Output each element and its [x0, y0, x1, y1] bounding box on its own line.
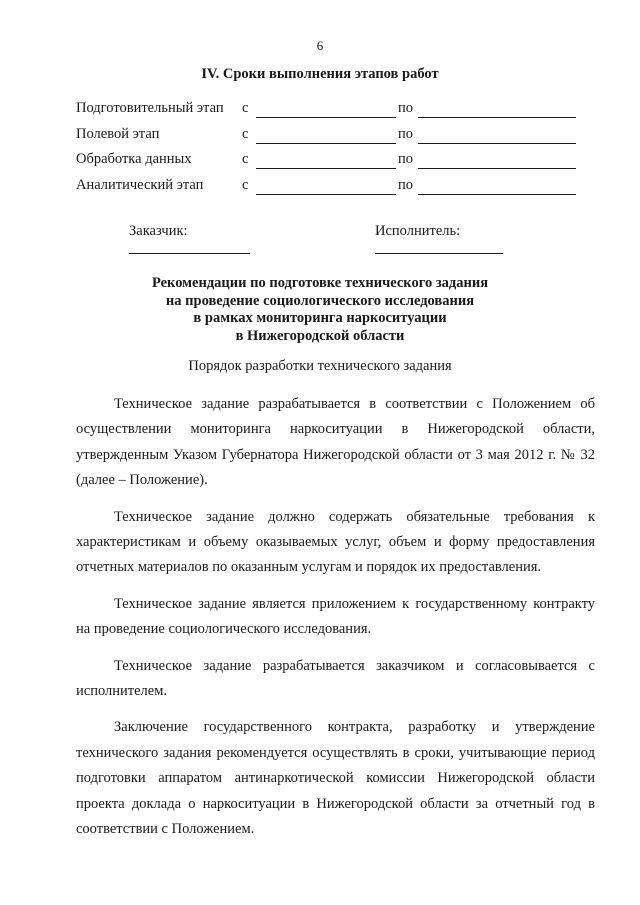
to-label: по	[398, 100, 414, 116]
stage-row-field	[76, 126, 586, 146]
subheading: Порядок разработки технического задания	[188, 358, 452, 374]
stage-row-preparatory	[76, 100, 586, 120]
customer-signature-line[interactable]	[129, 253, 250, 254]
paragraph: Заключение государственного контракта, разработку и утверждение технического задания рекомендуется осуществлять в сроки, учитывающие период подготовки аппаратом антинаркотической комиссии Нижегородской области проекта доклада о наркоситуации в Нижегородской области за отчетный год в соответствии с Положением.	[76, 719, 595, 838]
title-line: Рекомендации по подготовке технического задания	[151, 275, 489, 291]
executor-signature-line[interactable]	[375, 253, 503, 254]
to-label: по	[398, 126, 414, 142]
end-date-field[interactable]	[418, 117, 576, 118]
title-line: в Нижегородской области	[235, 327, 405, 344]
page-number: 6	[316, 38, 324, 53]
start-date-field[interactable]	[256, 194, 396, 195]
to-label: по	[398, 151, 414, 167]
stage-label: Обработка данных	[76, 151, 192, 167]
from-label: с	[242, 177, 249, 193]
end-date-field[interactable]	[418, 168, 576, 169]
from-label: с	[242, 100, 249, 116]
start-date-field[interactable]	[256, 143, 396, 144]
title-line: в рамках мониторинга наркоситуации	[193, 310, 447, 326]
paragraph: Техническое задание является приложением к государственному контракту на проведение социологического исследования.	[76, 595, 595, 638]
from-label: с	[242, 126, 249, 142]
from-label: с	[242, 151, 249, 167]
body-text	[76, 392, 595, 854]
end-date-field[interactable]	[418, 194, 576, 195]
stage-label: Аналитический этап	[76, 177, 204, 193]
paragraph: Техническое задание должно содержать обязательные требования к характеристикам и объему оказываемых услуг, объем и форму предоставления отчетных материалов по оказанным услугам и порядок их предоставления.	[76, 508, 595, 576]
stage-row-analytical	[76, 177, 586, 197]
paragraph: Техническое задание разрабатывается заказчиком и согласовывается с исполнителем.	[76, 657, 595, 700]
to-label: по	[398, 177, 414, 193]
recommendations-title	[0, 275, 640, 345]
executor-label: Исполнитель:	[375, 223, 461, 239]
start-date-field[interactable]	[256, 117, 396, 118]
title-line: на проведение социологического исследования	[165, 292, 475, 309]
stage-label: Полевой этап	[76, 126, 160, 142]
stage-row-processing	[76, 151, 586, 171]
stage-label: Подготовительный этап	[76, 100, 224, 116]
section-title: IV. Сроки выполнения этапов работ	[201, 66, 439, 82]
start-date-field[interactable]	[256, 168, 396, 169]
end-date-field[interactable]	[418, 143, 576, 144]
paragraph: Техническое задание разрабатывается в соответствии с Положением об осуществлении мониторинга наркоситуации в Нижегородской области, утвержденным Указом Губернатора Нижегородской области от 3 мая 2012 г. № 32 (далее – Положение).	[76, 396, 595, 489]
customer-label: Заказчик:	[129, 223, 188, 239]
